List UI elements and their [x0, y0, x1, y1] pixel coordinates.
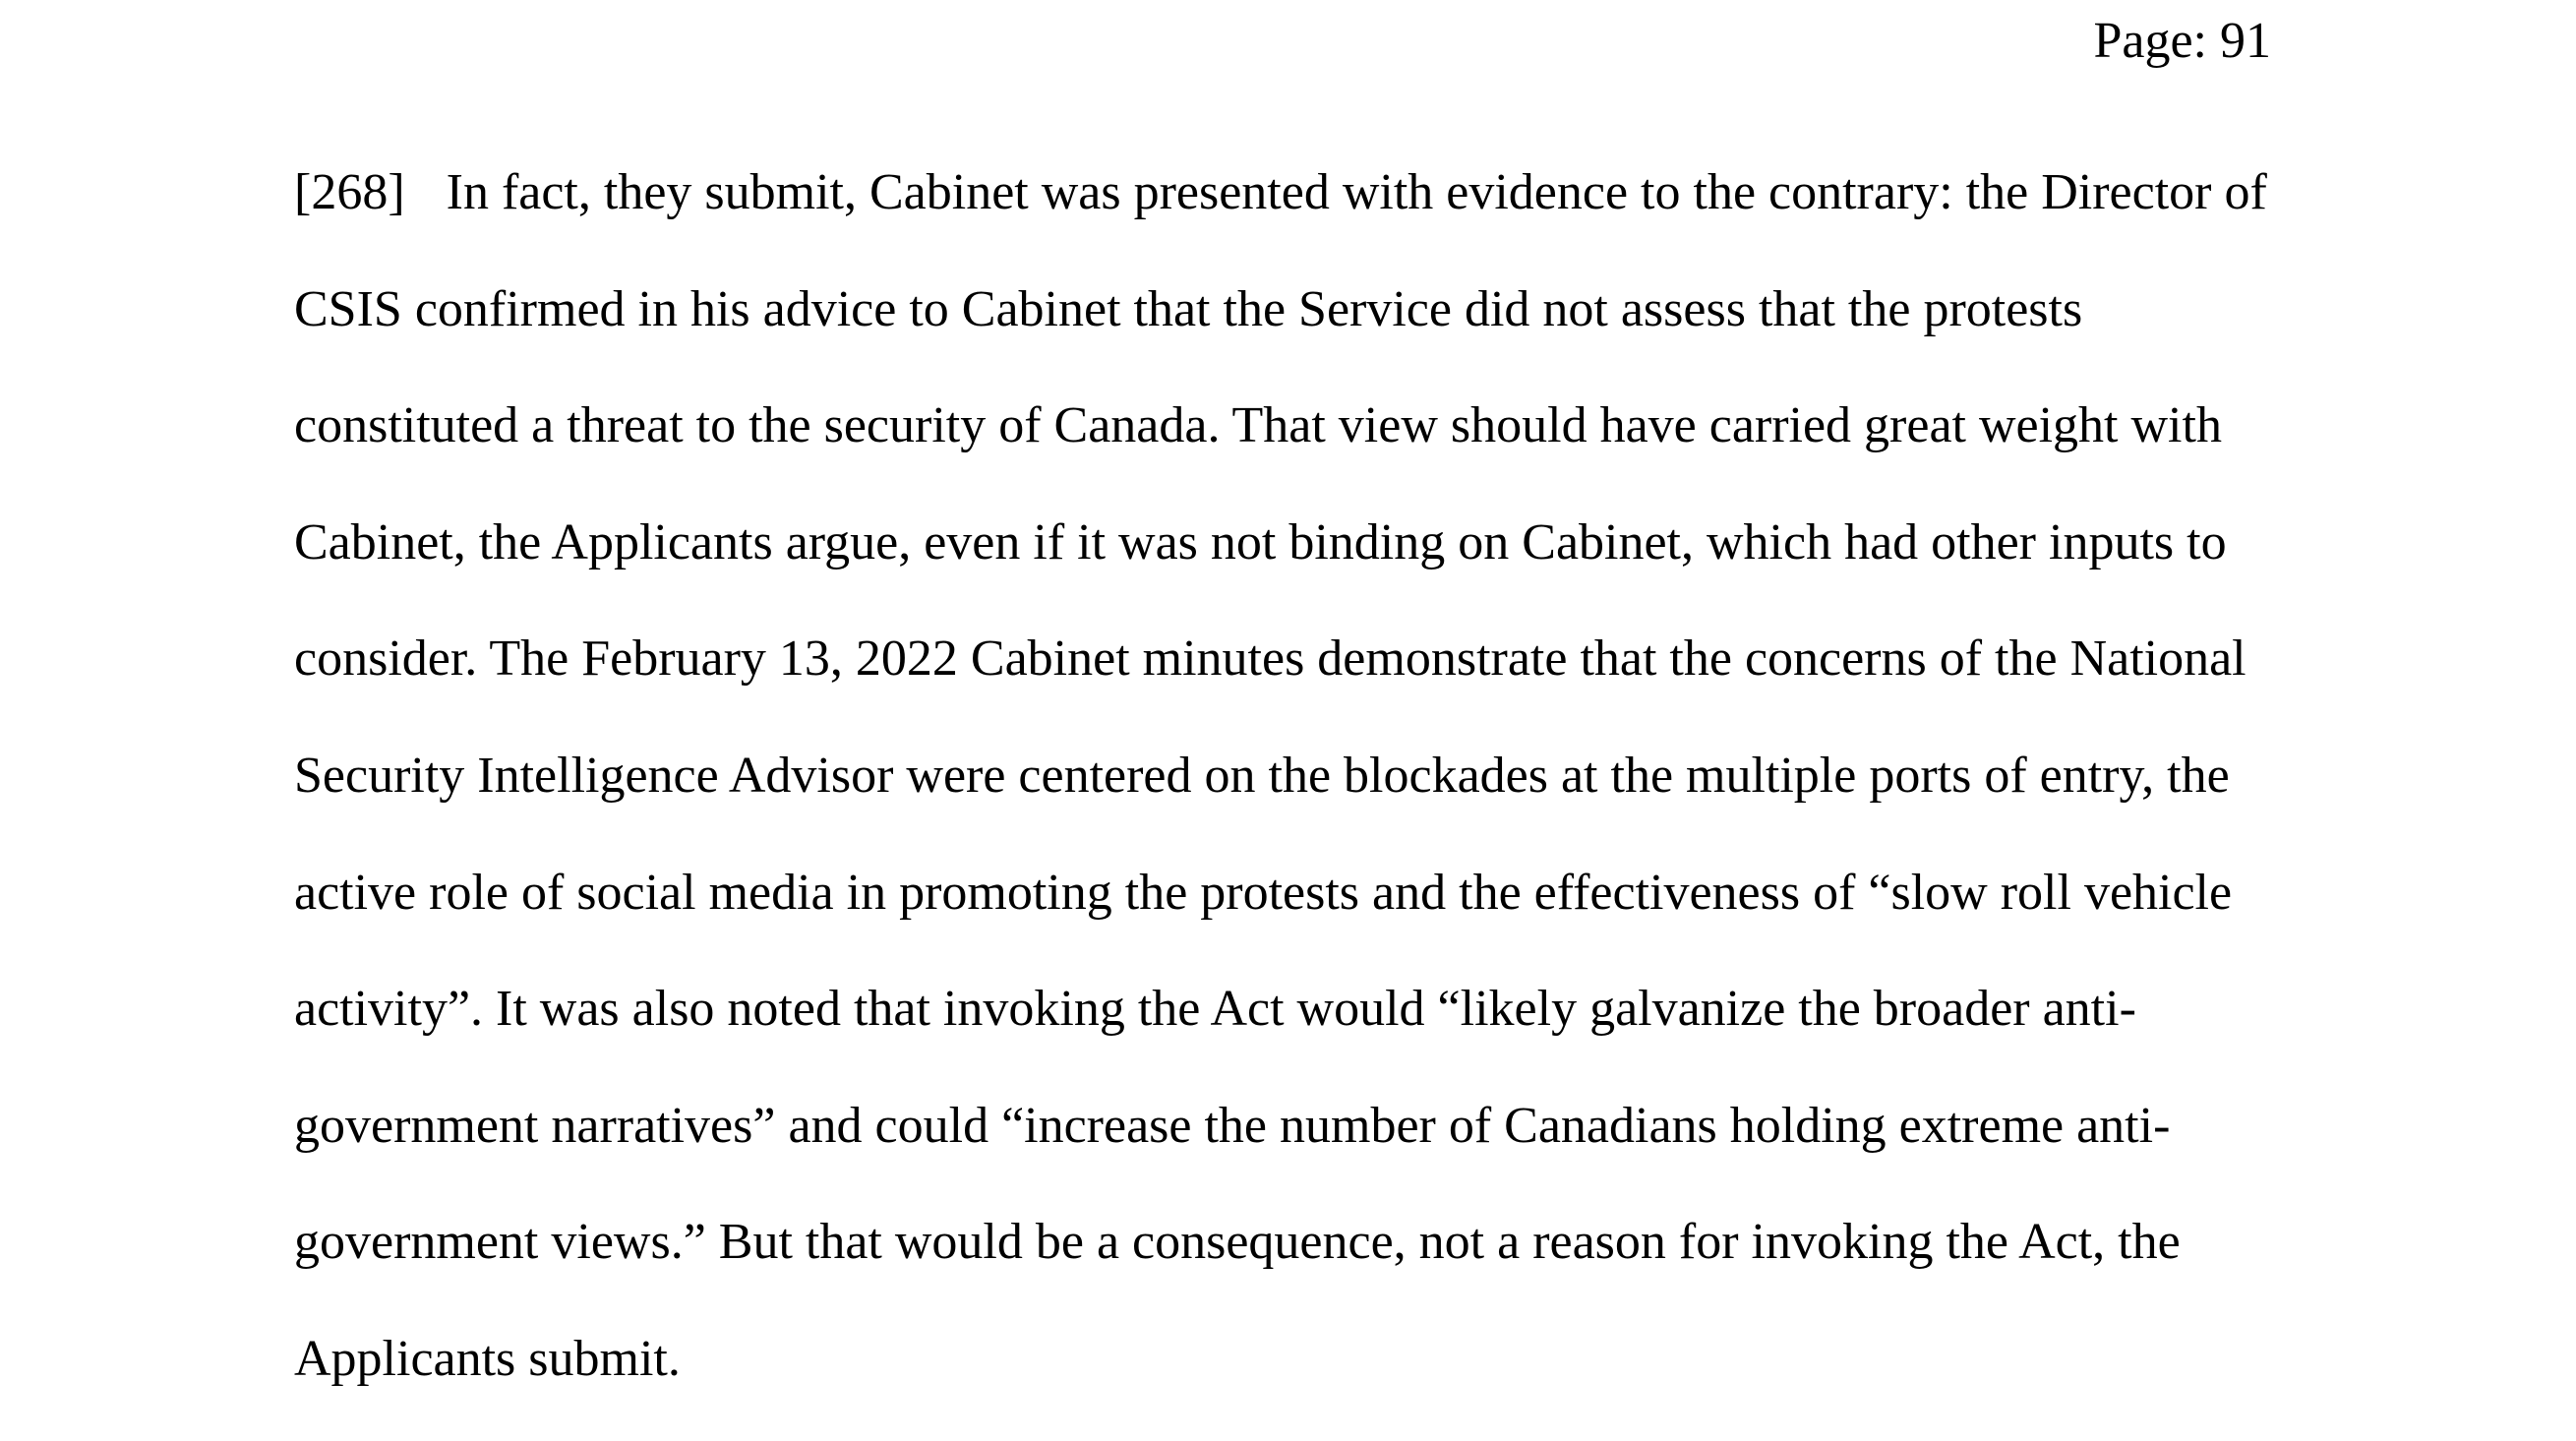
paragraph-line: Cabinet, the Applicants argue, even if it was not binding on Cabinet, which had other inputs to [294, 513, 2227, 570]
paragraph-line: active role of social media in promoting the protests and the effectiveness of “slow roll vehicle [294, 864, 2233, 921]
paragraph-line: constituted a threat to the security of Canada. That view should have carried great weight with [294, 397, 2222, 454]
paragraph-line: government views.” But that would be a consequence, not a reason for invoking the Act, the [294, 1214, 2181, 1271]
paragraph-line: Security Intelligence Advisor were centered on the blockades at the multiple ports of entry, the [294, 747, 2230, 804]
paragraph-line [294, 157, 2301, 274]
paragraph-268 [294, 157, 2301, 1441]
paragraph-line: Applicants submit. [294, 1330, 681, 1387]
page-number: Page: 91 [2093, 13, 2271, 69]
paragraph-line: activity”. It was also noted that invoking the Act would “likely galvanize the broader anti- [294, 981, 2136, 1038]
paragraph-line: consider. The February 13, 2022 Cabinet minutes demonstrate that the concerns of the National [294, 630, 2247, 688]
paragraph-number: [268] [294, 164, 405, 220]
paragraph-line-text: In fact, they submit, Cabinet was presented with evidence to the contrary: the Director of [446, 164, 2267, 220]
paragraph-line: CSIS confirmed in his advice to Cabinet that the Service did not assess that the protests [294, 280, 2083, 337]
paragraph-line: government narratives” and could “increase the number of Canadians holding extreme anti- [294, 1097, 2171, 1154]
